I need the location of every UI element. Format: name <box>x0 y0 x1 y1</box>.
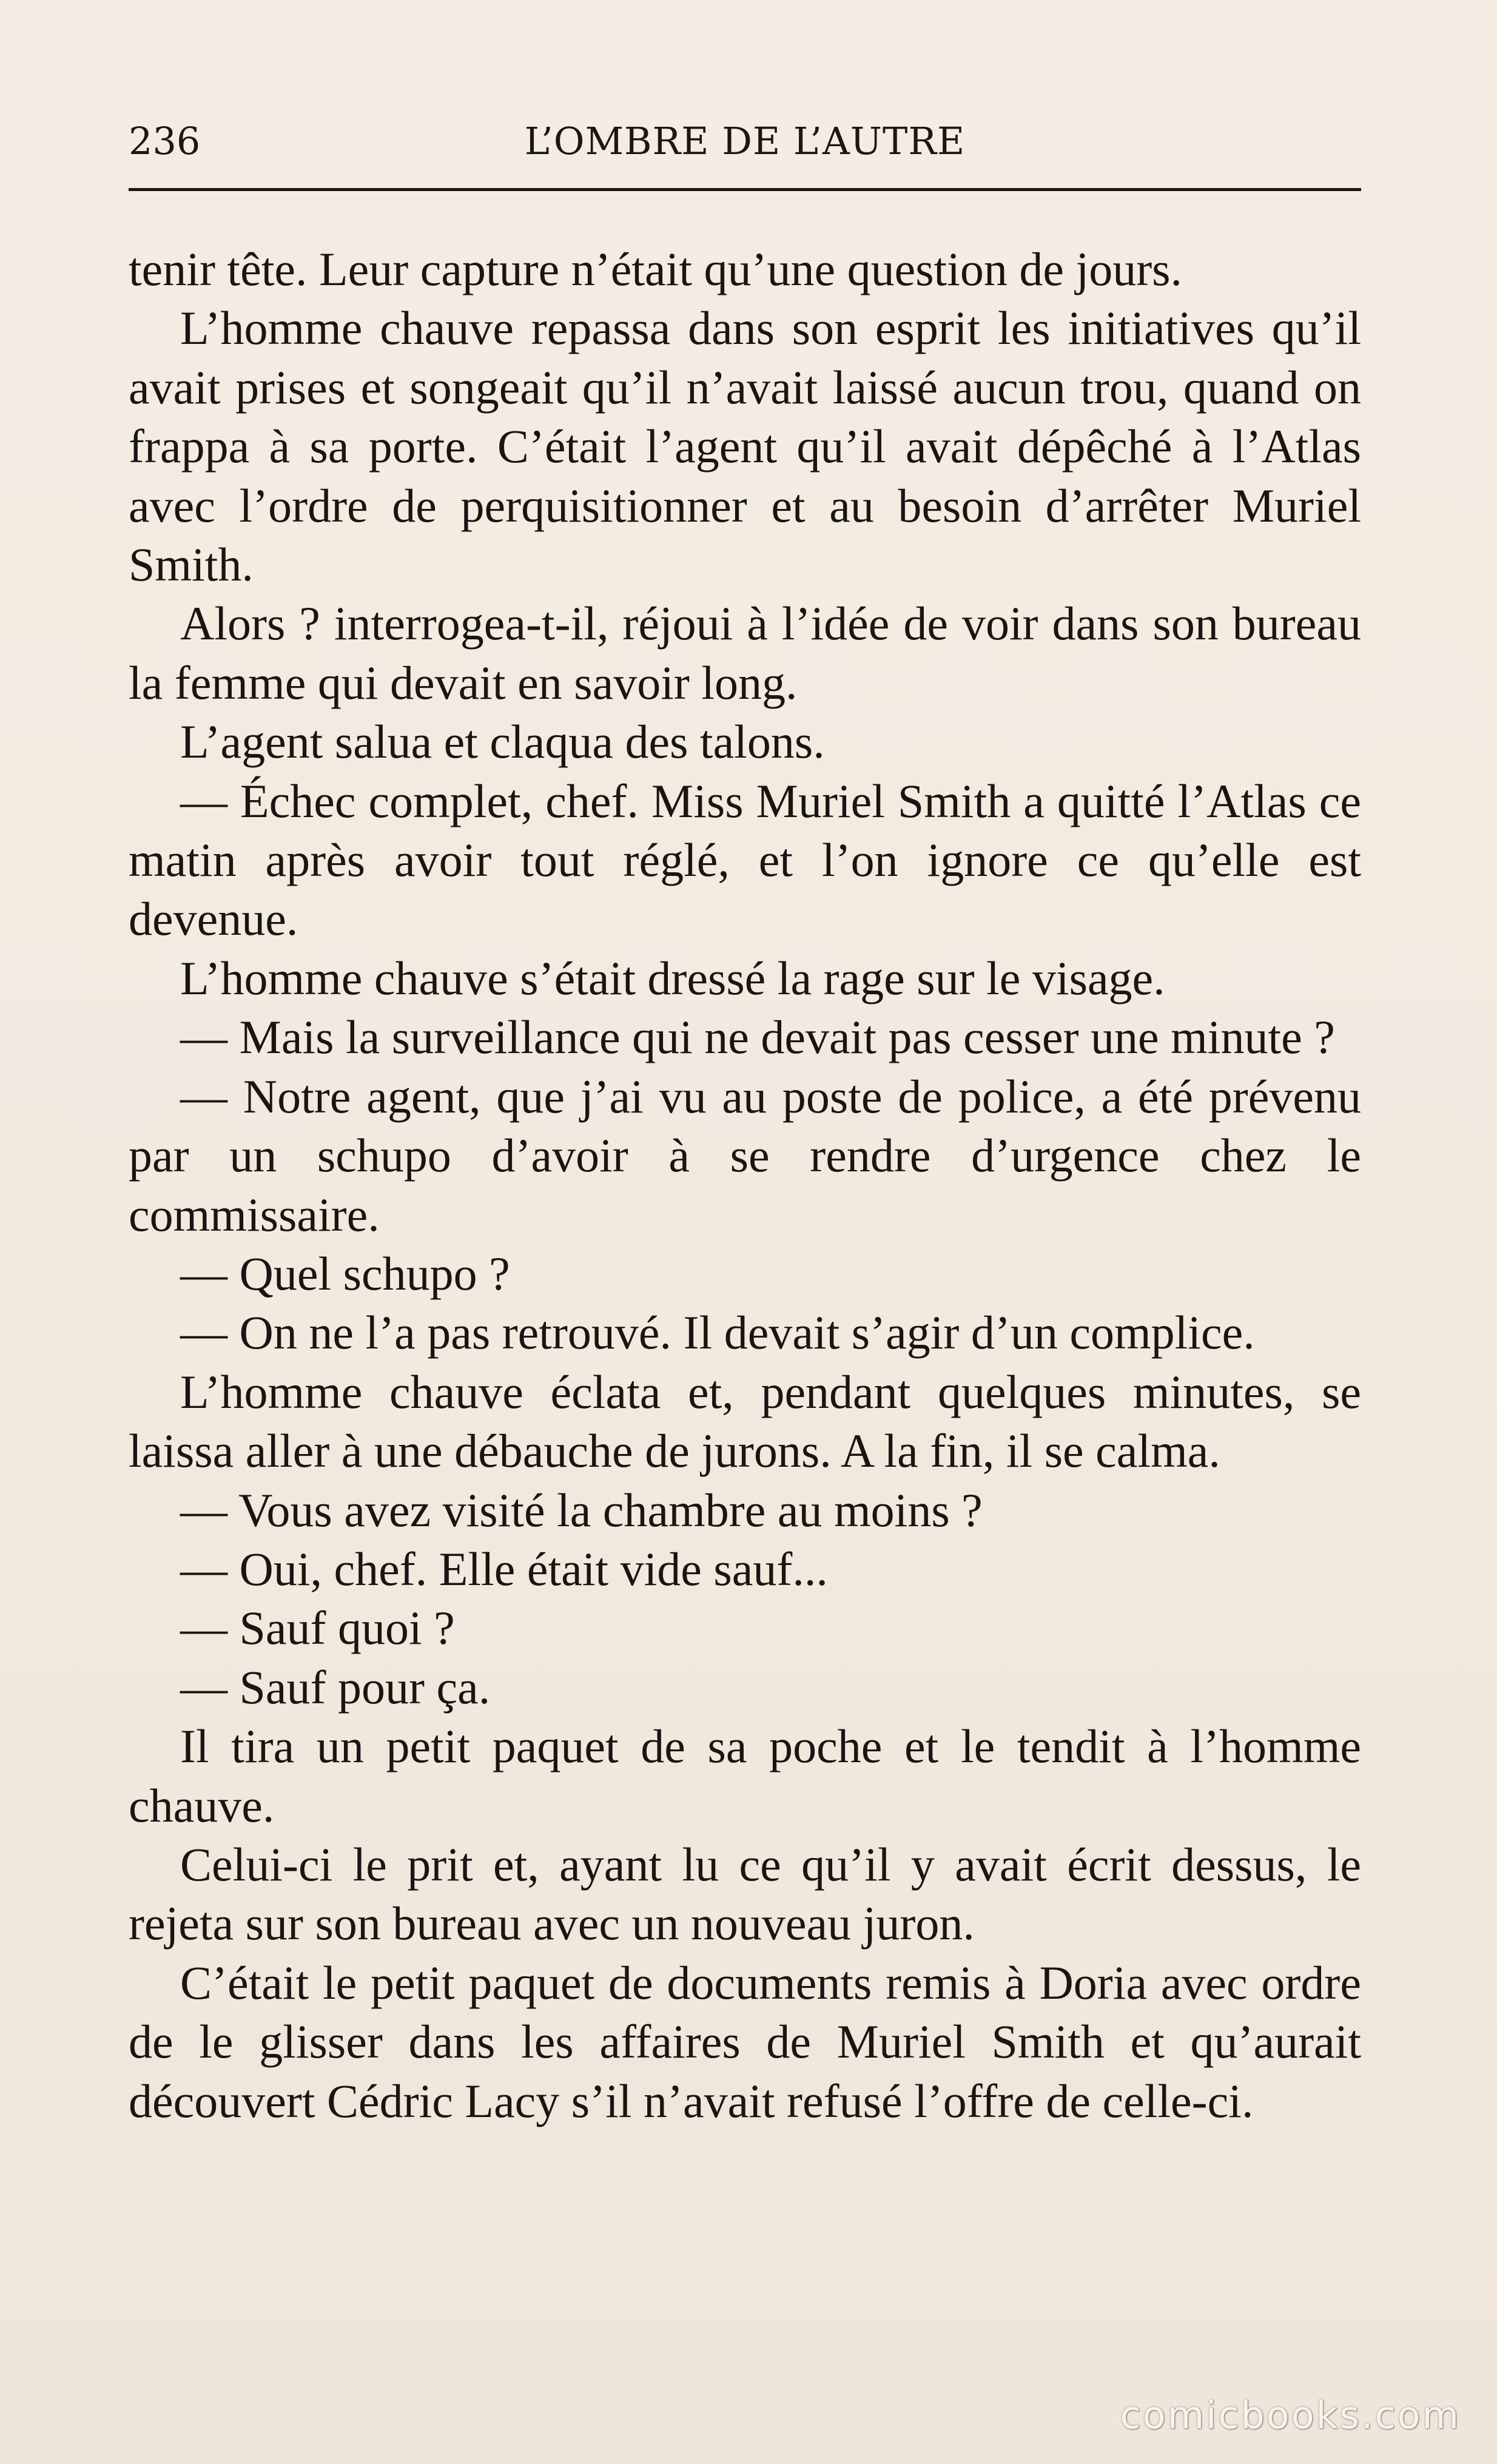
paragraph: Celui-ci le prit et, ayant lu ce qu’il y avait écrit dessus, le rejeta sur son bureau avec un nouveau juron. <box>129 1837 1361 1950</box>
paragraph: — Oui, chef. Elle était vide sauf... <box>180 1542 828 1595</box>
paragraph: — Mais la surveillance qui ne devait pas cesser une minute ? <box>180 1011 1335 1064</box>
paragraph: tenir tête. Leur capture n’était qu’une question de jours. <box>129 243 1183 295</box>
paragraph: — Vous avez visité la chambre au moins ? <box>180 1483 983 1537</box>
watermark: comicbooks.com <box>1120 2393 1461 2437</box>
body-text <box>129 240 1361 2130</box>
paragraph: — Quel schupo ? <box>180 1247 510 1300</box>
paragraph: Il tira un petit paquet de sa poche et le tendit à l’homme chauve. <box>129 1720 1361 1832</box>
paragraph: L’homme chauve s’était dressé la rage sur le visage. <box>180 951 1165 1005</box>
header-rule <box>129 188 1361 191</box>
paragraph: — Notre agent, que j’ai vu au poste de police, a été prévenu par un schupo d’avoir à se rendre d’urgence chez le commissaire. <box>129 1069 1361 1241</box>
paragraph: L’agent salua et claqua des talons. <box>180 715 825 769</box>
paragraph: L’homme chauve repassa dans son esprit les initiatives qu’il avait prises et songeait qu’il n’avait laissé aucun trou, quand on frappa à sa porte. C’était l’agent qu’il avait dépêché à l’Atlas avec l’ordre de perquisitionner et au besoin d’arrêter Muriel Smith. <box>129 301 1361 591</box>
paragraph: — Sauf quoi ? <box>180 1601 455 1655</box>
paragraph: — On ne l’a pas retrouvé. Il devait s’agir d’un complice. <box>180 1306 1255 1359</box>
paragraph: Alors ? interrogea-t-il, réjoui à l’idée de voir dans son bureau la femme qui devait en savoir long. <box>129 597 1361 709</box>
page-header <box>129 108 1361 175</box>
running-head: L’OMBRE DE L’AUTRE <box>524 119 966 163</box>
paragraph: — Échec complet, chef. Miss Muriel Smith a quitté l’Atlas ce matin après avoir tout réglé, et l’on ignore ce qu’elle est devenue. <box>129 774 1361 946</box>
paragraph: C’était le petit paquet de documents remis à Doria avec ordre de le glisser dans les affaires de Muriel Smith et qu’aurait découvert Cédric Lacy s’il n’avait refusé l’offre de celle-ci. <box>129 1956 1361 2127</box>
paragraph: — Sauf pour ça. <box>180 1660 491 1714</box>
page-number: 236 <box>129 119 201 163</box>
paragraph: L’homme chauve éclata et, pendant quelques minutes, se laissa aller à une débauche de jurons. A la fin, il se calma. <box>129 1365 1361 1478</box>
